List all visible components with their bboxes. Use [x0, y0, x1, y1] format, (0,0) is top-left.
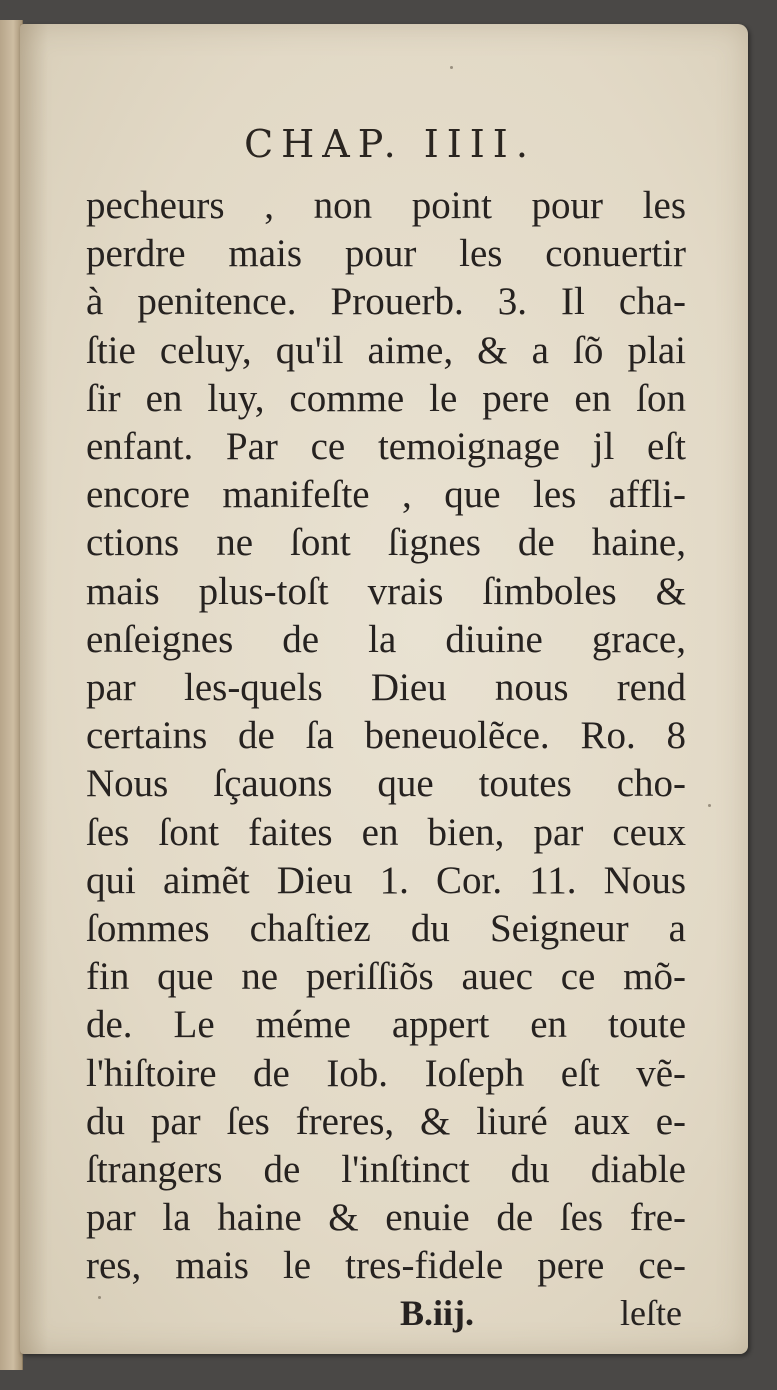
text-line: ſir en luy, comme le pere en ſon: [86, 376, 686, 420]
text-line: certains de ſa beneuolẽce. Ro. 8: [86, 714, 686, 758]
text-line: à penitence. Prouerb. 3. Il cha-: [86, 280, 686, 324]
text-line: fin que ne periſſiõs auec ce mõ-: [86, 955, 686, 999]
text-line: pecheurs , non point pour les: [86, 184, 686, 227]
text-line: Nous ſçauons que toutes cho-: [86, 762, 686, 806]
book-page: [20, 24, 748, 1354]
text-line: ſommes chaſtiez du Seigneur a: [86, 907, 686, 951]
text-line: ſtie celuy, qu'il aime, & a ſõ plai: [86, 328, 686, 372]
text-line: res, mais le tres-fidele pere ce-: [86, 1244, 686, 1288]
paper-speck: [98, 1296, 101, 1299]
text-line: ſes ſont faites en bien, par ceux: [86, 810, 686, 854]
text-line: enſeignes de la diuine grace,: [86, 617, 686, 661]
text-line: par la haine & enuie de ſes fre-: [86, 1196, 686, 1240]
text-line: du par ſes freres, & liuré aux e-: [86, 1099, 686, 1143]
catchword: leſte: [620, 1293, 682, 1333]
paper-speck: [708, 804, 711, 807]
signature-mark: B.iij.: [400, 1293, 475, 1333]
text-line: qui aimẽt Dieu 1. Cor. 11. Nous: [86, 858, 686, 902]
text-line: encore manifeſte , que les affli-: [86, 473, 686, 517]
text-line: de. Le méme appert en toute: [86, 1003, 686, 1047]
text-line: perdre mais pour les conuertir: [86, 232, 686, 276]
running-head: CHAP. IIII.: [244, 122, 536, 166]
text-line: par les-quels Dieu nous rend: [86, 666, 686, 710]
text-line: ctions ne ſont ſignes de haine,: [86, 521, 686, 565]
page-body-text: [86, 182, 686, 1291]
paper-speck: [450, 66, 453, 69]
text-line: mais plus-toſt vrais ſimboles &: [86, 569, 686, 613]
text-line: ſtrangers de l'inſtinct du diable: [86, 1148, 686, 1192]
text-line: l'hiſtoire de Iob. Ioſeph eſt vẽ-: [86, 1051, 686, 1095]
text-line: enfant. Par ce temoignage jl eſt: [86, 425, 686, 469]
